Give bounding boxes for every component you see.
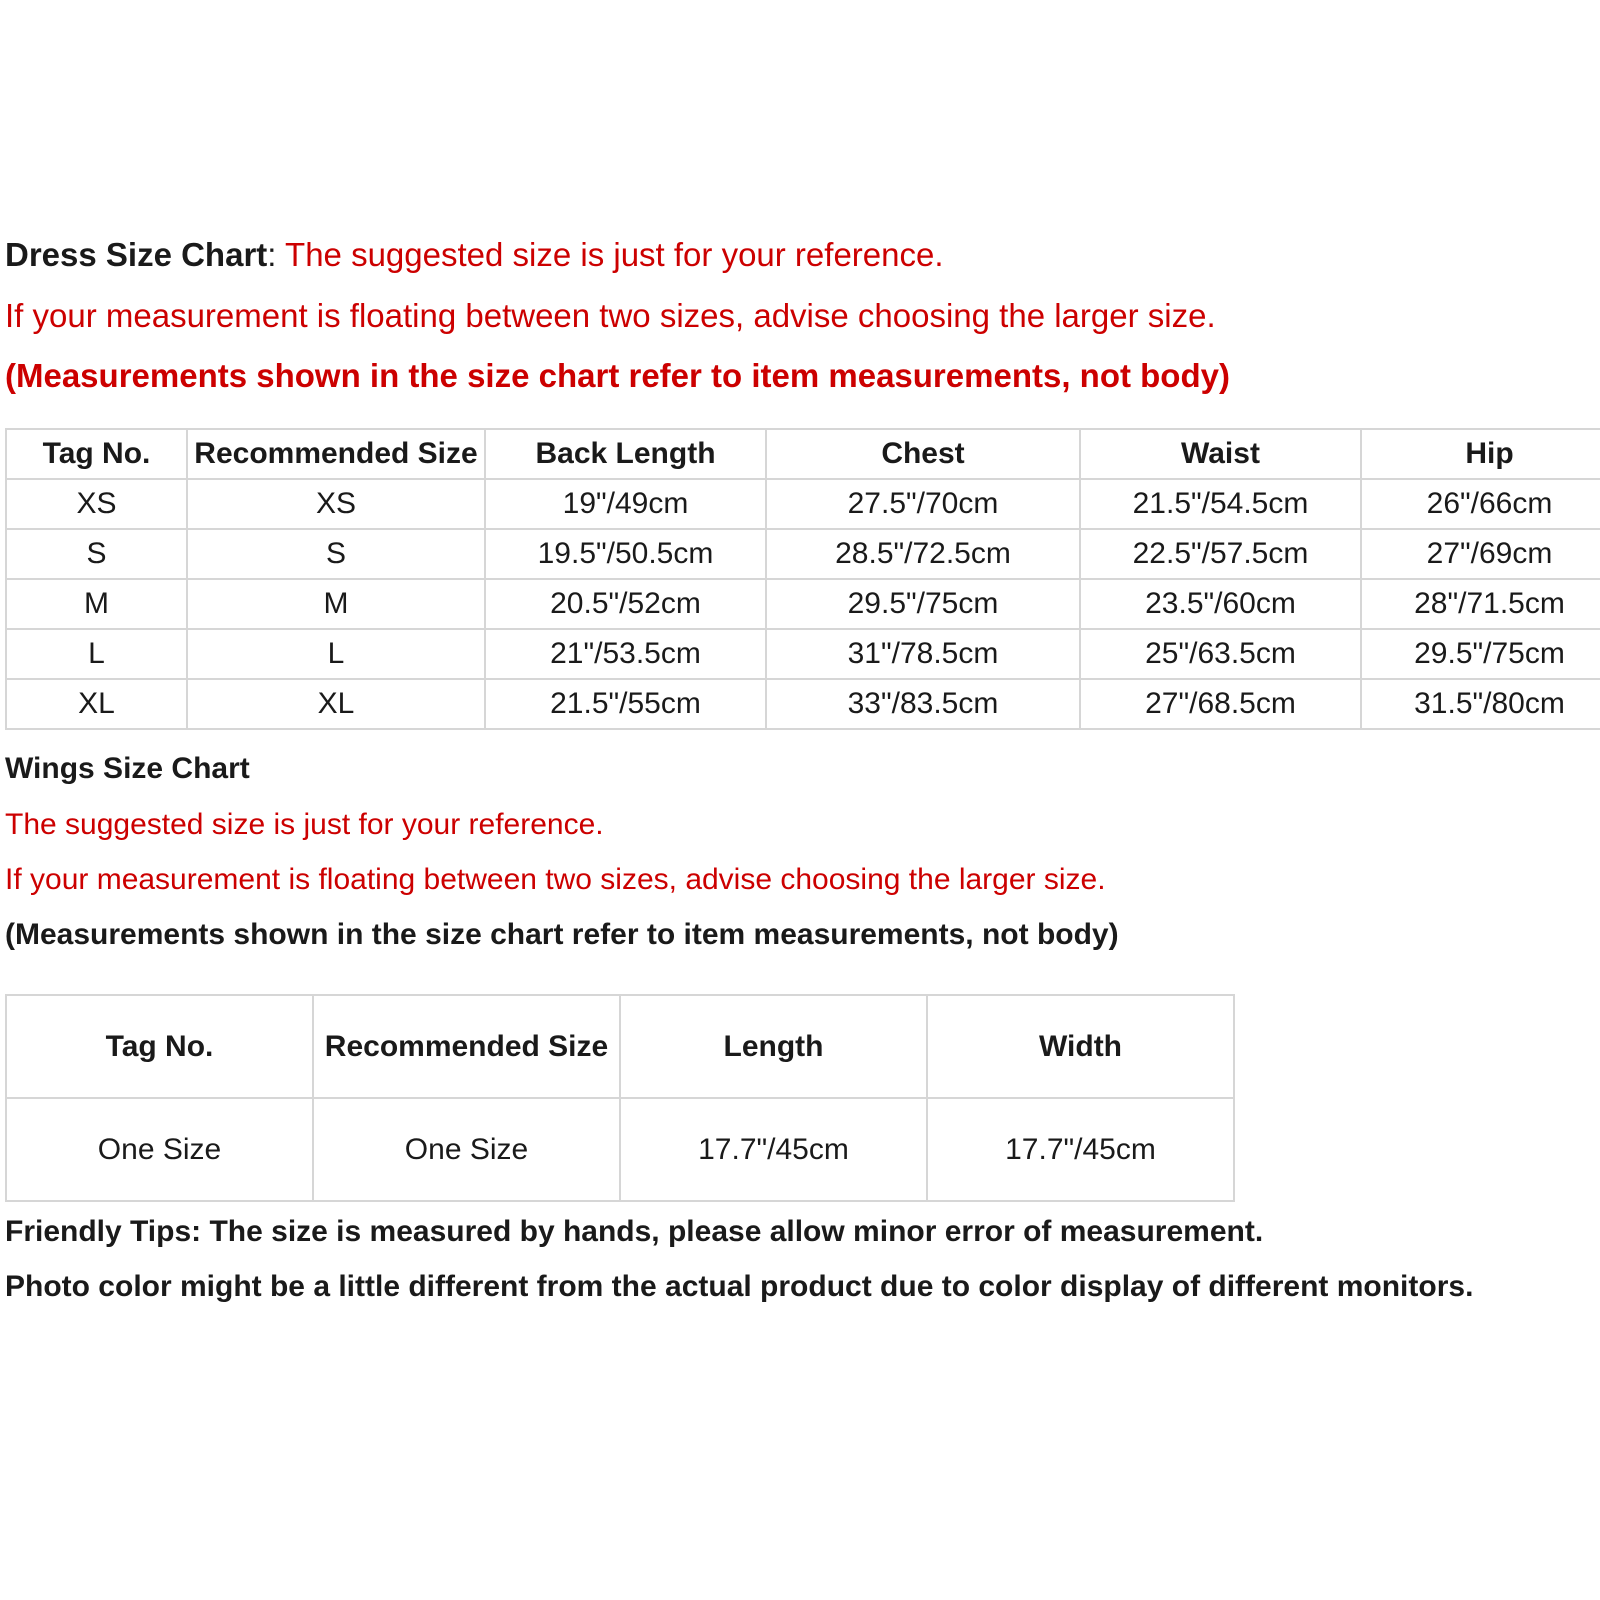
wings-chart-title: Wings Size Chart [5, 752, 250, 785]
dress-header-tag-no: Tag No. [6, 429, 187, 479]
dress-header-chest: Chest [766, 429, 1080, 479]
table-row [6, 579, 1600, 629]
table-cell: 21.5"/55cm [485, 679, 766, 729]
table-row [6, 679, 1600, 729]
dress-note-reference: The suggested size is just for your reference. [285, 236, 944, 273]
wings-header-length: Length [620, 995, 927, 1098]
friendly-tips-measurement: Friendly Tips: The size is measured by hands, please allow minor error of measurement. [5, 1215, 1264, 1248]
dress-header-waist: Waist [1080, 429, 1361, 479]
table-row [6, 479, 1600, 529]
table-cell: 19"/49cm [485, 479, 766, 529]
table-row [6, 629, 1600, 679]
dress-title-separator: : [267, 236, 286, 273]
dress-chart-title: Dress Size Chart [5, 236, 268, 273]
table-cell: 21"/53.5cm [485, 629, 766, 679]
table-cell: S [6, 529, 187, 579]
wings-header-recommended-size: Recommended Size [313, 995, 620, 1098]
dress-header-hip: Hip [1361, 429, 1600, 479]
table-cell: One Size [313, 1098, 620, 1201]
table-cell: 27"/69cm [1361, 529, 1600, 579]
table-cell: M [187, 579, 485, 629]
wings-header-width: Width [927, 995, 1234, 1098]
table-cell: L [187, 629, 485, 679]
table-cell: 28"/71.5cm [1361, 579, 1600, 629]
table-cell: 28.5"/72.5cm [766, 529, 1080, 579]
table-cell: 17.7"/45cm [620, 1098, 927, 1201]
friendly-tips-color: Photo color might be a little different from the actual product due to color display of different monitors. [5, 1270, 1474, 1303]
table-cell: 23.5"/60cm [1080, 579, 1361, 629]
table-cell: 19.5"/50.5cm [485, 529, 766, 579]
wings-note-floating: If your measurement is floating between two sizes, advise choosing the larger size. [5, 863, 1106, 896]
table-cell: 31.5"/80cm [1361, 679, 1600, 729]
dress-size-table [5, 428, 1600, 730]
table-cell: 27"/68.5cm [1080, 679, 1361, 729]
table-cell: 29.5"/75cm [766, 579, 1080, 629]
table-row [6, 1098, 1234, 1201]
table-cell: 33"/83.5cm [766, 679, 1080, 729]
table-cell: XL [6, 679, 187, 729]
table-cell: XL [187, 679, 485, 729]
dress-header-back-length: Back Length [485, 429, 766, 479]
dress-table-header-row [6, 429, 1600, 479]
table-cell: M [6, 579, 187, 629]
table-cell: XS [6, 479, 187, 529]
table-cell: XS [187, 479, 485, 529]
wings-header-tag-no: Tag No. [6, 995, 313, 1098]
wings-size-table [5, 994, 1235, 1202]
dress-note-measurements: (Measurements shown in the size chart refer to item measurements, not body) [5, 357, 1230, 394]
table-cell: 22.5"/57.5cm [1080, 529, 1361, 579]
table-cell: 21.5"/54.5cm [1080, 479, 1361, 529]
dress-heading-line [5, 236, 944, 274]
table-cell: S [187, 529, 485, 579]
wings-note-reference: The suggested size is just for your reference. [5, 808, 604, 841]
dress-header-recommended-size: Recommended Size [187, 429, 485, 479]
table-cell: 20.5"/52cm [485, 579, 766, 629]
table-cell: 25"/63.5cm [1080, 629, 1361, 679]
table-cell: 31"/78.5cm [766, 629, 1080, 679]
table-cell: 26"/66cm [1361, 479, 1600, 529]
dress-note-floating: If your measurement is floating between two sizes, advise choosing the larger size. [5, 297, 1216, 334]
table-cell: 17.7"/45cm [927, 1098, 1234, 1201]
table-cell: One Size [6, 1098, 313, 1201]
table-cell: 29.5"/75cm [1361, 629, 1600, 679]
table-cell: 27.5"/70cm [766, 479, 1080, 529]
table-row [6, 529, 1600, 579]
table-cell: L [6, 629, 187, 679]
wings-note-measurements: (Measurements shown in the size chart refer to item measurements, not body) [5, 918, 1119, 951]
wings-table-header-row [6, 995, 1234, 1098]
